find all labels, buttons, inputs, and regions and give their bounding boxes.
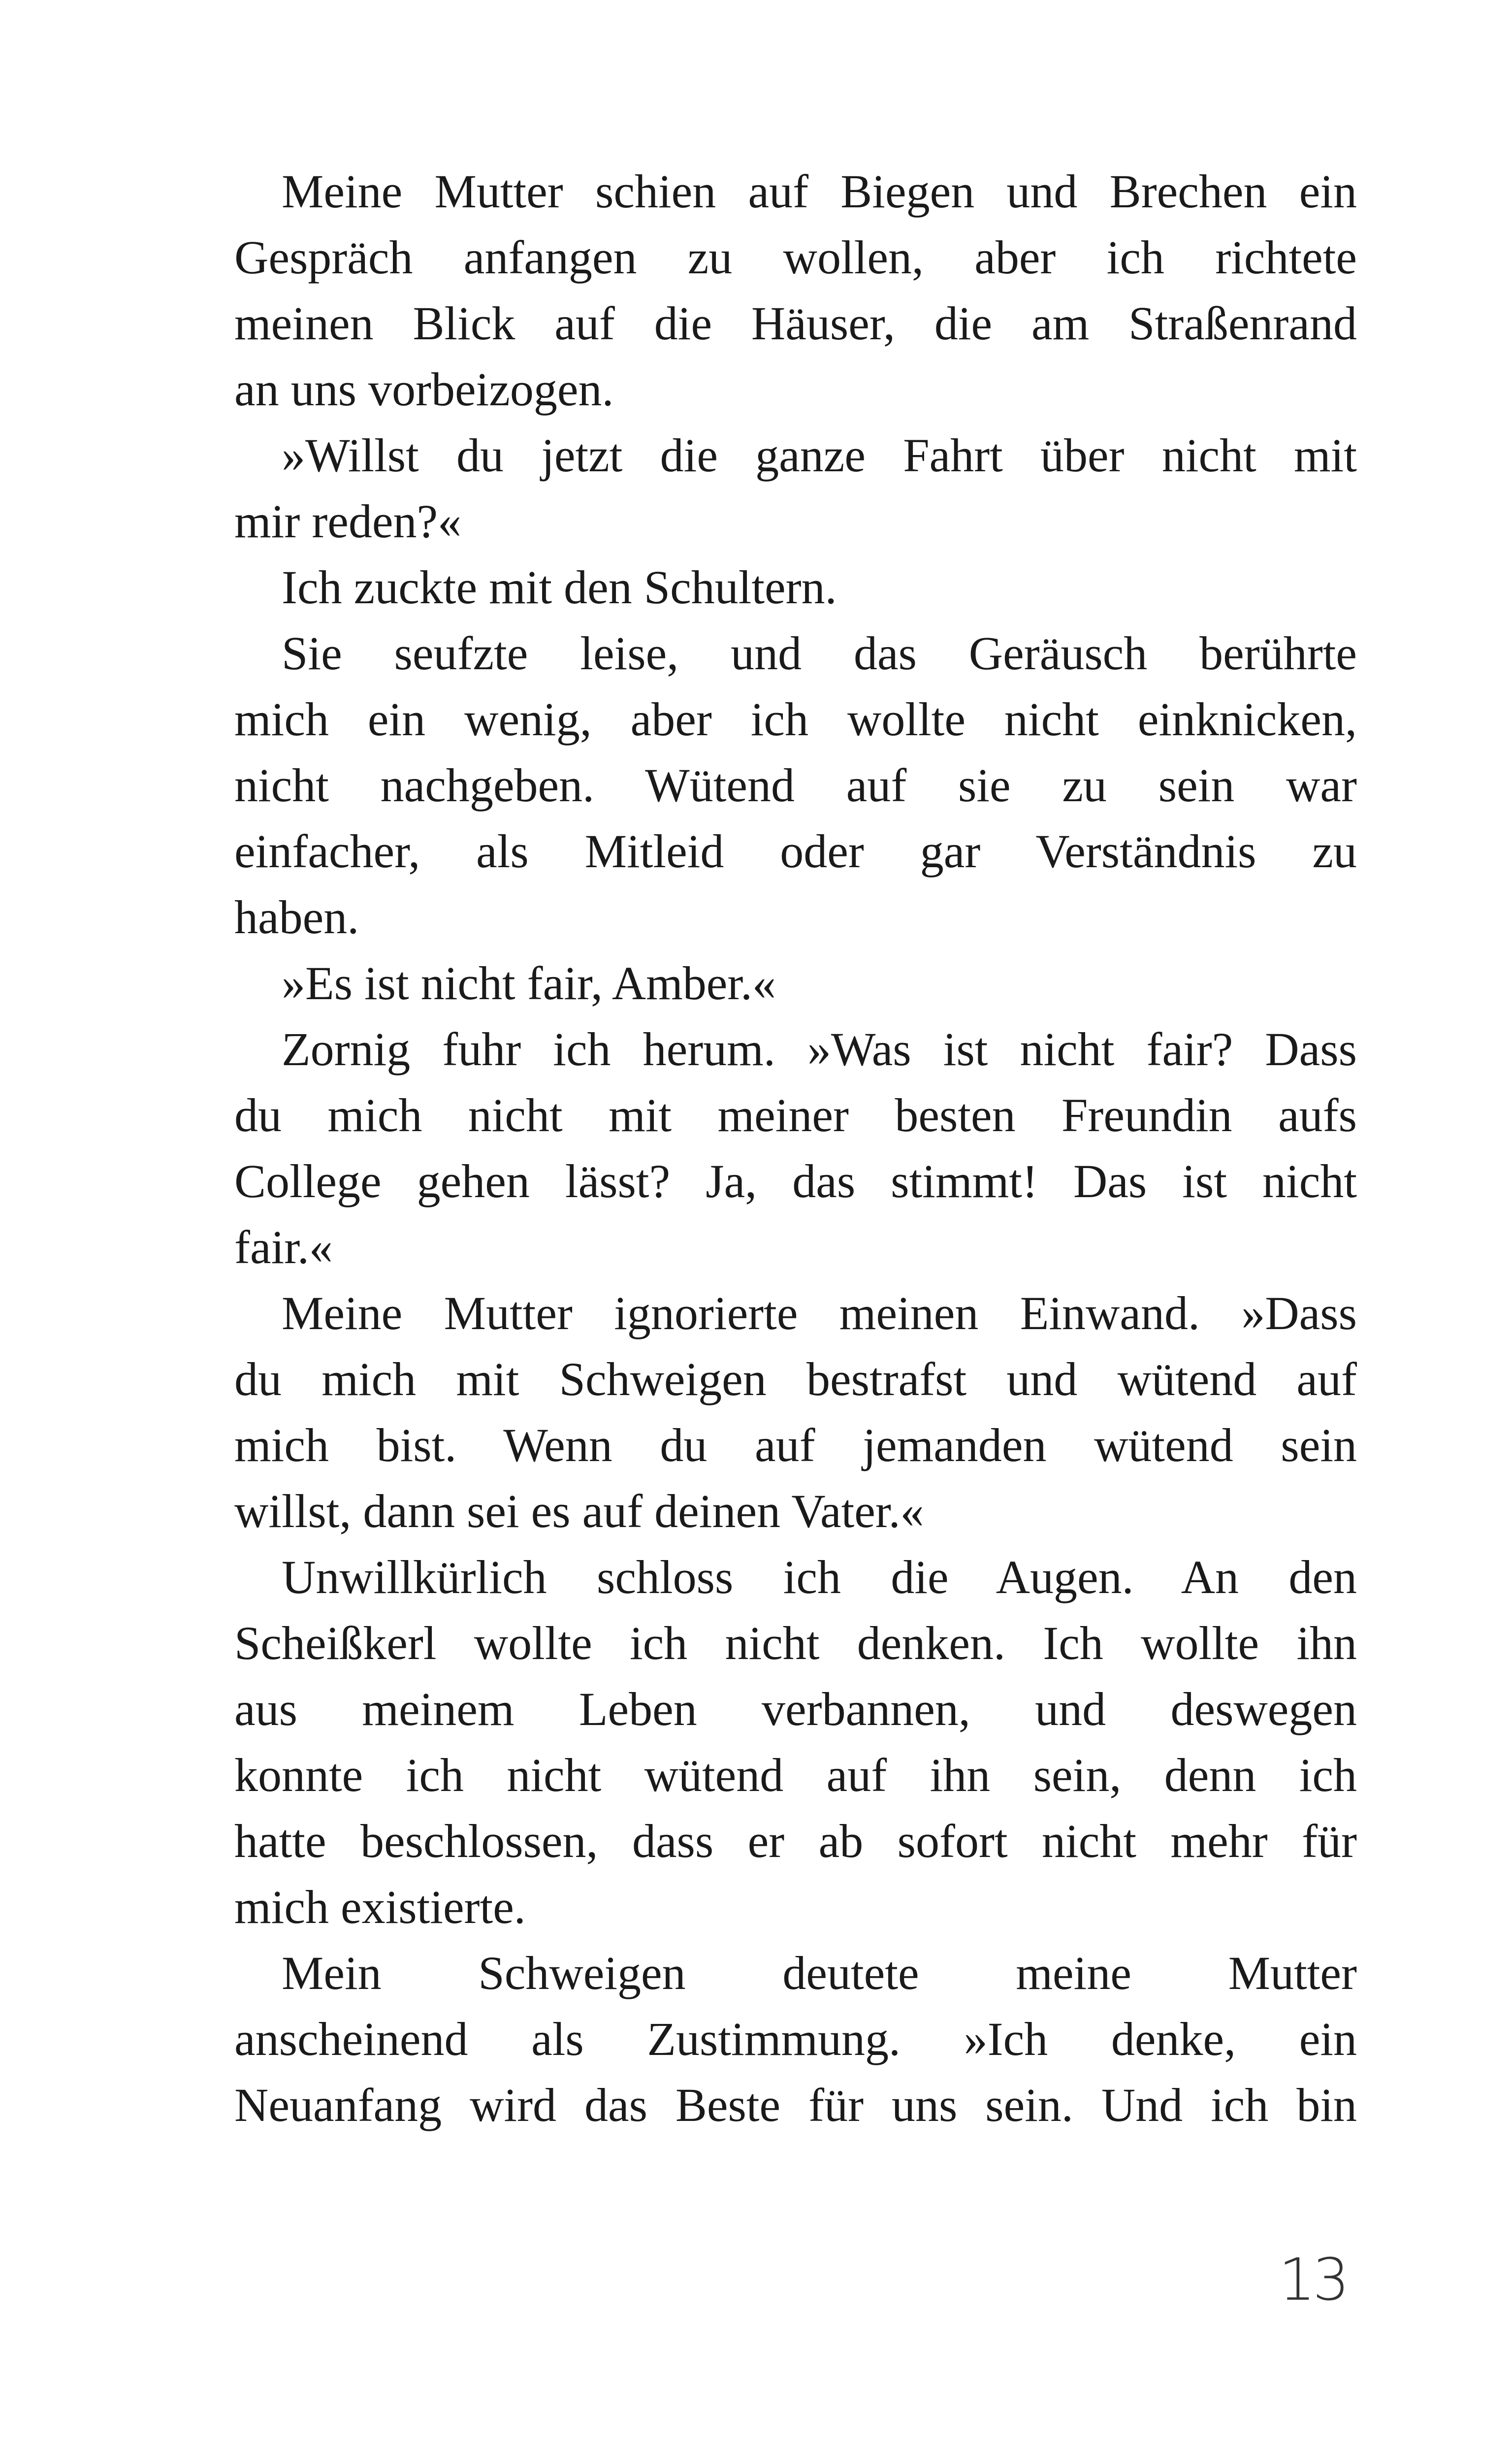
text-line: College gehen lässt? Ja, das stimmt! Das ist nicht [234, 1155, 1357, 1207]
text-line: Unwillkürlich schloss ich die Augen. An den [282, 1551, 1357, 1603]
text-line: Mein Schweigen deutete meine Mutter [282, 1947, 1357, 1999]
text-line: mich ein wenig, aber ich wollte nicht einknicken, [234, 693, 1357, 746]
text-line: meinen Blick auf die Häuser, die am Straßenrand [234, 297, 1357, 350]
text-line: Zornig fuhr ich herum. »Was ist nicht fair? Dass [282, 1023, 1357, 1075]
text-line: hatte beschlossen, dass er ab sofort nicht mehr für [234, 1815, 1357, 1867]
text-line: Meine Mutter schien auf Biegen und Brechen ein [282, 165, 1357, 218]
text-line: Gespräch anfangen zu wollen, aber ich richtete [234, 231, 1357, 284]
text-line: anscheinend als Zustimmung. »Ich denke, ein [234, 2013, 1357, 2065]
text-line: Ich zuckte mit den Schultern. [282, 561, 837, 614]
text-line: du mich mit Schweigen bestrafst und wütend auf [234, 1353, 1357, 1405]
text-line: Sie seufzte leise, und das Geräusch berührte [282, 627, 1357, 680]
text-line: einfacher, als Mitleid oder gar Verständnis zu [234, 825, 1357, 878]
text-line: Neuanfang wird das Beste für uns sein. Und ich bin [234, 2079, 1357, 2131]
text-line: Scheißkerl wollte ich nicht denken. Ich wollte ihn [234, 1617, 1357, 1669]
text-line: willst, dann sei es auf deinen Vater.« [234, 1485, 924, 1537]
text-line: mich existierte. [234, 1881, 526, 1933]
text-line: mir reden?« [234, 495, 462, 548]
text-line: »Willst du jetzt die ganze Fahrt über nicht mit [282, 429, 1357, 482]
text-line: haben. [234, 891, 359, 944]
text-line: an uns vorbeizogen. [234, 363, 614, 416]
text-line: nicht nachgeben. Wütend auf sie zu sein war [234, 759, 1357, 812]
text-line: aus meinem Leben verbannen, und deswegen [234, 1683, 1357, 1735]
text-line: mich bist. Wenn du auf jemanden wütend sein [234, 1419, 1357, 1471]
text-line: du mich nicht mit meiner besten Freundin aufs [234, 1089, 1357, 1141]
text-line: fair.« [234, 1221, 333, 1273]
text-line: Meine Mutter ignorierte meinen Einwand. »Dass [282, 1287, 1357, 1339]
text-line: konnte ich nicht wütend auf ihn sein, denn ich [234, 1749, 1357, 1801]
page-number: 13 [1278, 2246, 1347, 2313]
text-line: »Es ist nicht fair, Amber.« [282, 957, 776, 1010]
body-text [234, 159, 1357, 2138]
